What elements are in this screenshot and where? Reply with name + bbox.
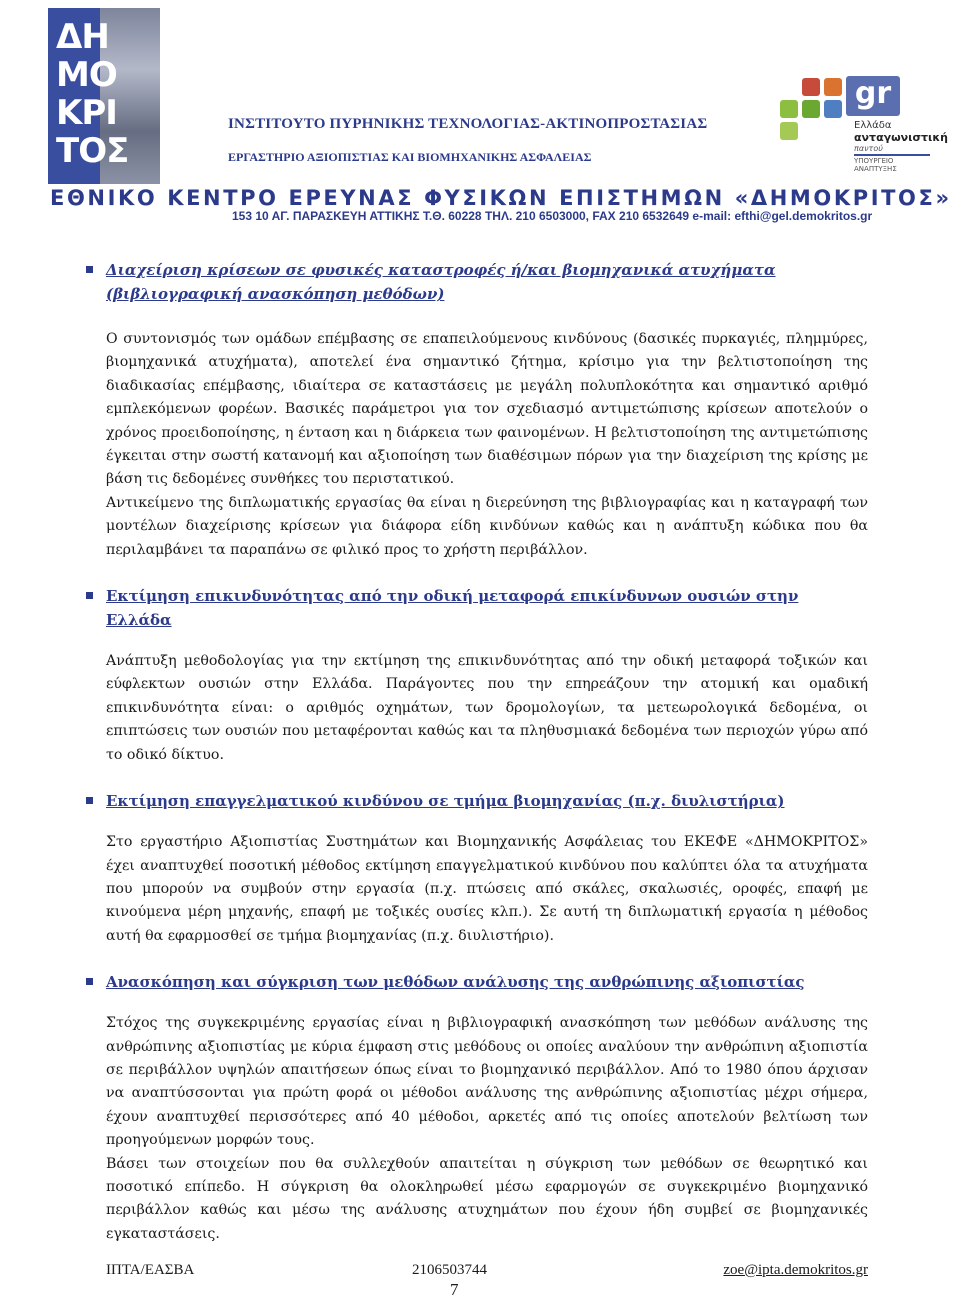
paragraph: Ο συντονισμός των ομάδων επέμβασης σε επαπειλούμενους κινδύνους (δασικές πυρκαγιές, πλημμύρες, βιομηχανικά ατυχήματα), αποτελεί ένα σημαντικό ζήτημα, κρίσιμο για την βελτιστοποίηση της διαδικασίας επέμβασης, ιδιαίτερα σε καταστάσεις με μεγάλη πολυπλοκότητα και σημαντικό αριθμό εμπλεκόμενων φορέων. Βασικές παράμετροι για τον σχεδιασμό αντιμετώπισης κρίσεων αποτελούν ο χρόνος προειδοποίησης, η ένταση και η διάρκεια των φαινομένων. Η βελτιστοποίηση της αντιμετώπισης έγκειται στην σωστή κατανομή και αξιοποίηση των διαθέσιμων πόρων για την διαχείριση της κρίσης με βάση τις δεδομένες συνθήκες του περιστατικού. [106,331,868,488]
section-title-text: Ανασκόπηση και σύγκριση των μεθόδων ανάλυσης της ανθρώπινης αξιοπιστίας [106,973,805,992]
centre-banner: ΕΘΝΙΚΟ ΚΕΝΤΡΟ ΕΡΕΥΝΑΣ ΦΥΣΙΚΩΝ ΕΠΙΣΤΗΜΩΝ «ΔΗΜΟΚΡΙΤΟΣ» [50,186,952,210]
logo-text-line2: ανταγωνιστική [854,131,948,144]
paragraph: Βάσει των στοιχείων που θα συλλεχθούν απαιτείται η σύγκριση των μεθόδων σε θεωρητικό και ποσοτικό επίπεδο. Η σύγκριση θα ολοκληρωθεί μέσω εφαρμογών σε συγκεκριμένο βιομηχανικό περιβάλλον καθώς και μέσω της ανάλυσης ατυχημάτων που έχουν ήδη συμβεί σε βιομηχανικές εγκαταστάσεις. [106,1155,868,1242]
logo-square-icon [824,100,842,118]
logo-square-icon [802,100,820,118]
logo-text-line3: παντού [854,144,883,153]
footer-organization: ΙΠΤΑ/ΕΑΣΒΑ [106,1262,195,1278]
section-title-text: Εκτίμηση επικινδυνότητας από την οδική μεταφορά επικίνδυνων ουσιών στην Ελλάδα [106,587,799,630]
bullet-icon [86,978,93,985]
footer-email-link[interactable]: zoe@ipta.demokritos.gr [723,1262,868,1278]
paragraph: Στόχος της συγκεκριμένης εργασίας είναι η βιβλιογραφική ανασκόπηση των μεθόδων ανάλυσης της ανθρώπινης αξιοπιστίας με κύρια έμφαση στις μεθόδους οι οποίες αναλύουν την ανθρώπινη αξιοπιστία σε περιβάλλον υψηλών απαιτήσεων όπως είναι το βιομηχανικό περιβάλλον. Από το 1980 όπου άρχισαν να αναπτύσσονται για πρώτη φορά οι μέθοδοι ανάλυσης της ανθρώπινης αξιοπιστίας μέχρι σήμερα, έχουν αναπτυχθεί περισσότερες από 40 μέθοδοι, αρκετές από τις οποίες αποτελούν βελτίωση των προηγούμενων μορφών τους. [106,1015,868,1149]
section-title-text: Εκτίμηση επαγγελματικού κινδύνου σε τμήμα βιομηχανίας (π.χ. διυλιστήρια) [106,792,785,811]
section-title [106,970,868,994]
page-footer [106,1258,868,1298]
lab-name: ΕΡΓΑΣΤΗΡΙΟ ΑΞΙΟΠΙΣΤΙΑΣ ΚΑΙ ΒΙΟΜΗΧΑΝΙΚΗΣ ΑΣΦΑΛΕΙΑΣ [228,150,592,164]
section-title [106,258,868,306]
democritus-logo [48,8,160,184]
logo-text-line4: ΥΠΟΥΡΓΕΙΟ ΑΝΑΠΤΥΞΗΣ [854,157,897,173]
paragraph: Στο εργαστήριο Αξιοπιστίας Συστημάτων και Βιομηχανικής Ασφάλειας του ΕΚΕΦΕ «ΔΗΜΟΚΡΙΤΟΣ» έχει αναπτυχθεί ποσοτική μέθοδος εκτίμηση επαγγελματικού κινδύνου που καλύπτει όλα τα ατυχήματα που μπορούν να συμβούν στην εργασία (π.χ. πτώσεις από σκάλες, σκαλωσιές, οροφές, επαφή με κινούμενα μέρη μηχανής, επαφή με τοξικές ουσίες κλπ.). Σε αυτή τη διπλωματική εργασία η μέθοδος αυτή θα εφαρμοσθεί σε τμήμα βιομηχανίας (π.χ. διυλιστήριο). [106,834,868,944]
greece-competitive-logo [780,70,948,173]
logo-lettering: ΔΗ ΜΟ ΚΡΙ ΤΟΣ [56,17,129,171]
section-title [106,584,868,632]
paragraph: Ανάπτυξη μεθοδολογίας για την εκτίμηση της επικινδυνότητας από την οδική μεταφορά τοξικών και εύφλεκτων ουσιών στην Ελλάδα. Παράγοντες που την επηρεάζουν την ατομική και ομαδική επικινδυνότητα είναι: ο αριθμός οχημάτων, των δρομολογίων, τα μετεωρολογικά δεδομένα, οι επιπτώσεις των ουσιών που μεταφέρονται καθώς και τα πληθυσμιακά δεδομένα των περιοχών γύρω από το οδικό δίκτυο. [106,653,868,763]
logo-square-icon [802,78,820,96]
logo-text-line1: Ελλάδα [854,120,892,131]
footer-phone: 2106503744 [412,1262,487,1278]
logo-square-icon [780,122,798,140]
section-title [106,789,868,813]
bullet-icon [86,797,93,804]
address-line: 153 10 ΑΓ. ΠΑΡΑΣΚΕΥΗ ΑΤΤΙΚΗΣ Τ.Θ. 60228 ΤΗΛ. 210 6503000, FAX 210 6532649 e-mail: efthi@gel.demokritos.gr [232,209,873,223]
logo-square-icon [780,100,798,118]
document-body [106,258,868,1246]
bullet-icon [86,266,93,273]
logo-divider [854,154,930,156]
institute-name: ΙΝΣΤΙΤΟΥΤΟ ΠΥΡΗΝΙΚΗΣ ΤΕΧΝΟΛΟΓΙΑΣ-ΑΚΤΙΝΟΠΡΟΣΤΑΣΙΑΣ [228,116,708,132]
page-number: 7 [450,1280,459,1299]
gr-mark: gr [846,76,900,116]
logo-square-icon [824,78,842,96]
letterhead [0,0,960,224]
paragraph: Αντικείμενο της διπλωματικής εργασίας θα είναι η διερεύνηση της βιβλιογραφίας και η καταγραφή των μοντέλων διαχείρισης κρίσεων για διάφορα είδη κινδύνων καθώς και η ανάπτυξη κώδικα που θα περιλαμβάνει τα παραπάνω σε φιλικό προς το χρήστη περιβάλλον. [106,494,868,558]
section-title-text: Διαχείριση κρίσεων σε φυσικές καταστροφές ή/και βιομηχανικά ατυχήματα (βιβλιογραφική ανασκόπηση μεθόδων) [106,261,776,303]
bullet-icon [86,592,93,599]
